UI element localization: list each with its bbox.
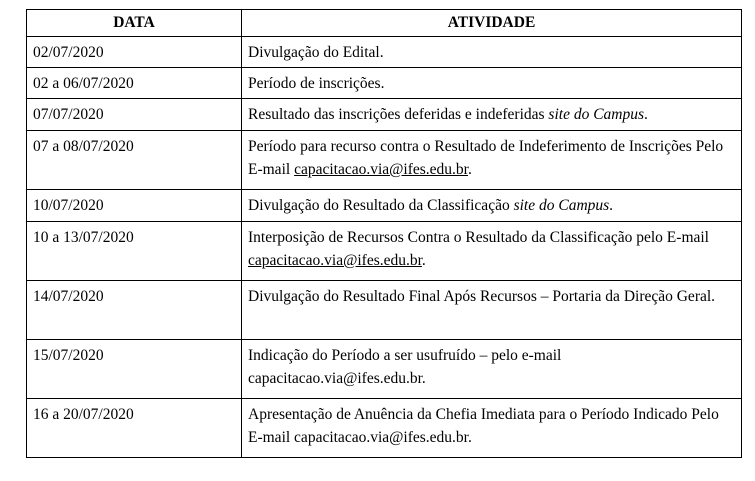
row-date: 07/07/2020 (27, 99, 242, 131)
activity-text: Divulgação do Resultado Final Após Recursos – Portaria da Direção Geral. (248, 288, 716, 305)
activity-text: Interposição de Recursos Contra o Resultado da Classificação pelo E-mail (248, 229, 709, 246)
row-activity (242, 68, 742, 99)
activity-text: Período de inscrições. (248, 75, 385, 92)
row-activity (242, 190, 742, 222)
email-link[interactable]: capacitacao.via@ifes.edu.br (294, 161, 468, 178)
activity-tail: . (467, 161, 472, 178)
header-activity: ATIVIDADE (242, 10, 742, 37)
activity-text: Indicação do Período a ser usufruído – pelo e-mail capacitacao.via@ifes.edu.br. (248, 347, 562, 387)
table-row (27, 131, 742, 190)
table-row (27, 99, 742, 131)
table-row (27, 399, 742, 458)
row-activity (242, 340, 742, 399)
table-header-row (27, 10, 742, 37)
activity-tail: . (644, 106, 648, 123)
row-activity (242, 99, 742, 131)
activity-text: Período para recurso contra o Resultado de Indeferimento de Inscrições Pelo E-mail (248, 138, 724, 178)
row-activity (242, 281, 742, 340)
email-link[interactable]: capacitacao.via@ifes.edu.br (248, 252, 422, 269)
activity-italic: site do Campus (513, 197, 610, 214)
table-row (27, 222, 742, 281)
row-date: 10 a 13/07/2020 (27, 222, 242, 281)
activity-tail: . (421, 252, 426, 269)
row-activity (242, 37, 742, 68)
row-date: 14/07/2020 (27, 281, 242, 340)
activity-italic: site do Campus (548, 106, 645, 123)
table-row (27, 68, 742, 99)
row-activity (242, 399, 742, 458)
row-date: 16 a 20/07/2020 (27, 399, 242, 458)
table-row (27, 340, 742, 399)
table-row (27, 190, 742, 222)
schedule-table (26, 9, 742, 458)
activity-text: Resultado das inscrições deferidas e indeferidas (248, 106, 549, 123)
row-date: 02/07/2020 (27, 37, 242, 68)
activity-tail: . (609, 197, 614, 214)
row-activity (242, 222, 742, 281)
row-date: 15/07/2020 (27, 340, 242, 399)
table-row (27, 281, 742, 340)
header-date: DATA (27, 10, 242, 37)
activity-text: Divulgação do Resultado da Classificação (248, 197, 514, 214)
row-activity (242, 131, 742, 190)
activity-text: Divulgação do Edital. (248, 44, 384, 61)
activity-text: Apresentação de Anuência da Chefia Imediata para o Período Indicado Pelo E-mail capacitacao.via@ifes.edu.br. (248, 406, 719, 446)
row-date: 07 a 08/07/2020 (27, 131, 242, 190)
row-date: 02 a 06/07/2020 (27, 68, 242, 99)
row-date: 10/07/2020 (27, 190, 242, 222)
table-row (27, 37, 742, 68)
